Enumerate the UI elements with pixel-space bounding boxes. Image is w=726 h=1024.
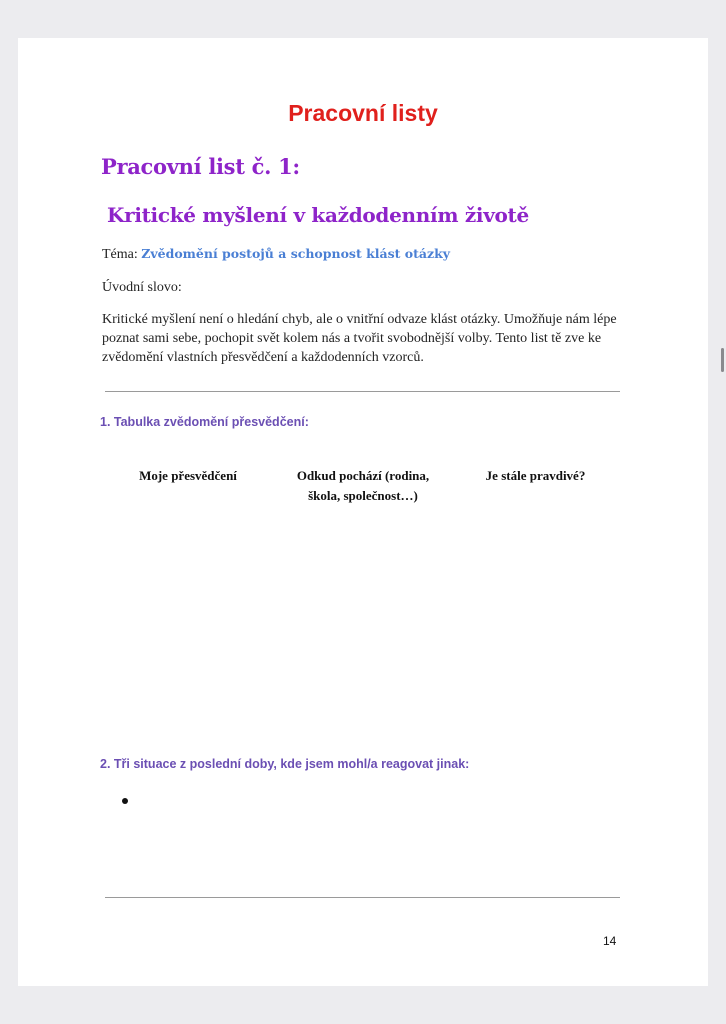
theme-label: Téma:: [102, 247, 138, 262]
scrollbar-thumb[interactable]: [721, 348, 724, 372]
table-header-beliefs: Moje přesvědčení: [139, 468, 237, 483]
document-page: [18, 38, 708, 986]
table-header-origin: Odkud pochází (rodina, škola, společnost…): [296, 468, 430, 503]
theme-value: Zvědomění postojů a schopnost klást otázky: [141, 246, 450, 261]
table-header-still-true: Je stále pravdivé?: [485, 468, 586, 483]
main-title: Pracovní listy: [288, 100, 438, 126]
theme-line: [102, 246, 450, 263]
divider: [105, 897, 620, 898]
divider: [105, 391, 620, 392]
worksheet-subheading: Kritické myšlení v každodenním životě: [107, 203, 529, 227]
bullet-point: [122, 798, 128, 804]
section-1-heading: 1. Tabulka zvědomění přesvědčení:: [100, 415, 309, 429]
worksheet-heading: Pracovní list č. 1:: [101, 154, 300, 179]
page-number: 14: [603, 934, 617, 948]
intro-label: Úvodní slovo:: [102, 280, 182, 295]
section-2-heading: 2. Tři situace z poslední doby, kde jsem mohl/a reagovat jinak:: [100, 757, 470, 771]
intro-paragraph: Kritické myšlení není o hledání chyb, ale o vnitřní odvaze klást otázky. Umožňuje nám lépe poznat sami sebe, pochopit svět kolem nás a tvořit svobodnější volby. Tento list tě zve ke zvědomění vlastních přesvědčení a každodenních vzorců.: [102, 312, 617, 365]
